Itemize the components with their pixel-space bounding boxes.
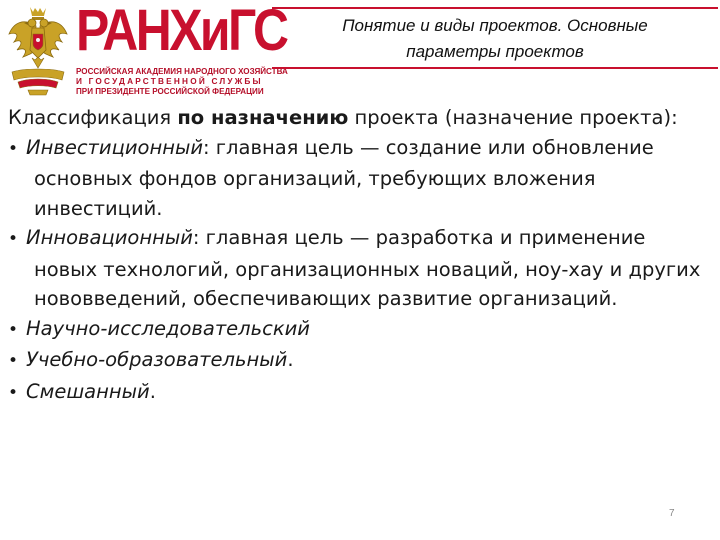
bullet-icon: • [8, 229, 19, 249]
bullet-icon: • [8, 351, 19, 371]
list-item-text: . [149, 379, 156, 403]
list-item [8, 345, 714, 377]
logo-wordmark: РАНХиГС [76, 0, 287, 63]
slide-header [0, 0, 720, 104]
list-item-term: Учебно-образовательный [26, 348, 288, 371]
logo-subtitle-line-1: РОССИЙСКАЯ АКАДЕМИЯ НАРОДНОГО ХОЗЯЙСТВА [76, 66, 288, 76]
bullet-icon: • [8, 382, 19, 403]
page-number: 7 [669, 508, 675, 519]
list-item [8, 223, 714, 314]
slide-title-line-1: Понятие и виды проектов. Основные [342, 16, 648, 35]
list-item-term: Инвестиционный [26, 135, 204, 159]
slide-body [8, 103, 714, 408]
list-item [8, 133, 714, 224]
logo-subtitle-line-3: ПРИ ПРЕЗИДЕНТЕ РОССИЙСКОЙ ФЕДЕРАЦИИ [76, 86, 264, 96]
list-item [8, 377, 714, 409]
list-item-text: : главная цель — создание или обновление основных фондов организаций, требующих вложения инвестиций. [34, 135, 654, 220]
list-item-term: Смешанный [26, 379, 150, 403]
bullet-icon: • [8, 138, 19, 159]
list-item [8, 314, 714, 346]
slide-title [272, 13, 718, 65]
list-item-text: : главная цель — разработка и применение новых технологий, организационных новаций, ноу-хау и других нововведений, обеспечивающих развитие организаций. [34, 226, 701, 310]
bullet-icon: • [8, 319, 19, 340]
intro-paragraph [8, 103, 714, 133]
intro-suffix: проекта (назначение проекта): [348, 106, 678, 129]
slide-title-box [272, 7, 718, 69]
slide-title-line-2: параметры проектов [406, 42, 584, 61]
intro-emphasis: по назначению [177, 106, 349, 129]
double-headed-eagle-emblem-icon [6, 4, 70, 98]
list-item-term: Научно-исследовательский [26, 316, 310, 340]
list-item-term: Инновационный [26, 226, 193, 249]
academy-logo [76, 0, 288, 100]
logo-subtitle-line-2: И ГОСУДАРСТВЕННОЙ СЛУЖБЫ [76, 76, 263, 86]
list-item-text: . [287, 348, 294, 371]
intro-prefix: Классификация [8, 106, 178, 129]
